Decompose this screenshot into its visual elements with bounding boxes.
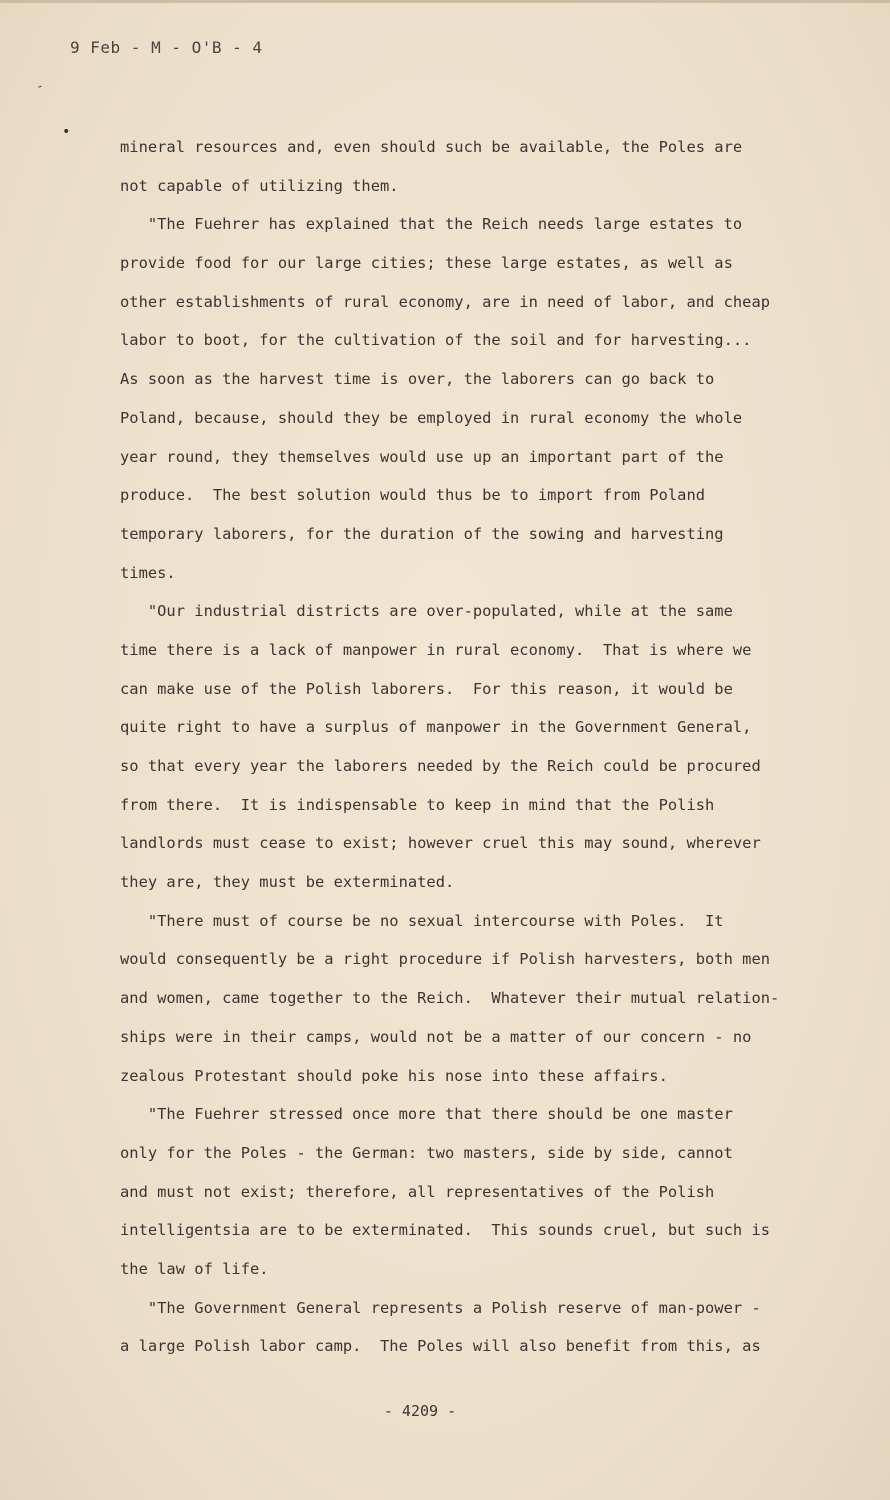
ink-mark: -: [33, 78, 46, 94]
text-line: other establishments of rural economy, are in need of labor, and cheap: [120, 292, 771, 311]
text-line: from there. It is indispensable to keep in mind that the Polish: [120, 795, 715, 814]
text-line: they are, they must be exterminated.: [120, 873, 455, 892]
text-line: can make use of the Polish laborers. For this reason, it would be: [120, 679, 733, 698]
text-line: "There must of course be no sexual intercourse with Poles. It: [120, 911, 724, 930]
text-line: zealous Protestant should poke his nose into these affairs.: [120, 1066, 668, 1085]
text-line: the law of life.: [120, 1259, 269, 1278]
text-line: ships were in their camps, would not be a matter of our concern - no: [120, 1027, 752, 1046]
text-line: time there is a lack of manpower in rural economy. That is where we: [120, 640, 752, 659]
text-line: so that every year the laborers needed by the Reich could be procured: [120, 757, 761, 775]
body-text: [120, 128, 820, 1366]
text-line: "The Fuehrer stressed once more that there should be one master: [120, 1105, 733, 1124]
text-line: and must not exist; therefore, all representatives of the Polish: [120, 1182, 715, 1201]
text-line: provide food for our large cities; these large estates, as well as: [120, 254, 733, 273]
text-line: As soon as the harvest time is over, the laborers can go back to: [120, 370, 715, 389]
text-line: a large Polish labor camp. The Poles will also benefit from this, as: [120, 1337, 761, 1356]
text-line: only for the Poles - the German: two masters, side by side, cannot: [120, 1143, 733, 1162]
page-number: - 4209 -: [383, 1402, 457, 1420]
text-line: labor to boot, for the cultivation of the soil and for harvesting...: [120, 331, 752, 350]
text-line: "The Government General represents a Polish reserve of man-power -: [120, 1298, 761, 1317]
page-edge: [0, 0, 890, 3]
text-line: times.: [120, 563, 176, 582]
page-header-code: 9 Feb - M - O'B - 4: [70, 38, 263, 57]
text-line: and women, came together to the Reich. Whatever their mutual relation-: [120, 989, 780, 1008]
margin-mark: •: [62, 124, 71, 140]
text-line: intelligentsia are to be exterminated. This sounds cruel, but such is: [120, 1221, 771, 1240]
text-line: temporary laborers, for the duration of the sowing and harvesting: [120, 524, 724, 543]
text-line: would consequently be a right procedure if Polish harvesters, both men: [120, 950, 771, 969]
text-line: Poland, because, should they be employed in rural economy the whole: [120, 408, 743, 427]
text-line: not capable of utilizing them.: [120, 176, 399, 195]
text-line: "The Fuehrer has explained that the Reich needs large estates to: [120, 215, 743, 234]
text-line: year round, they themselves would use up an important part of the: [120, 447, 724, 466]
text-line: "Our industrial districts are over-populated, while at the same: [120, 602, 733, 621]
text-line: mineral resources and, even should such be available, the Poles are: [120, 138, 743, 156]
text-line: quite right to have a surplus of manpower in the Government General,: [120, 718, 752, 737]
text-line: landlords must cease to exist; however cruel this may sound, wherever: [120, 834, 761, 853]
text-line: produce. The best solution would thus be to import from Poland: [120, 486, 706, 505]
